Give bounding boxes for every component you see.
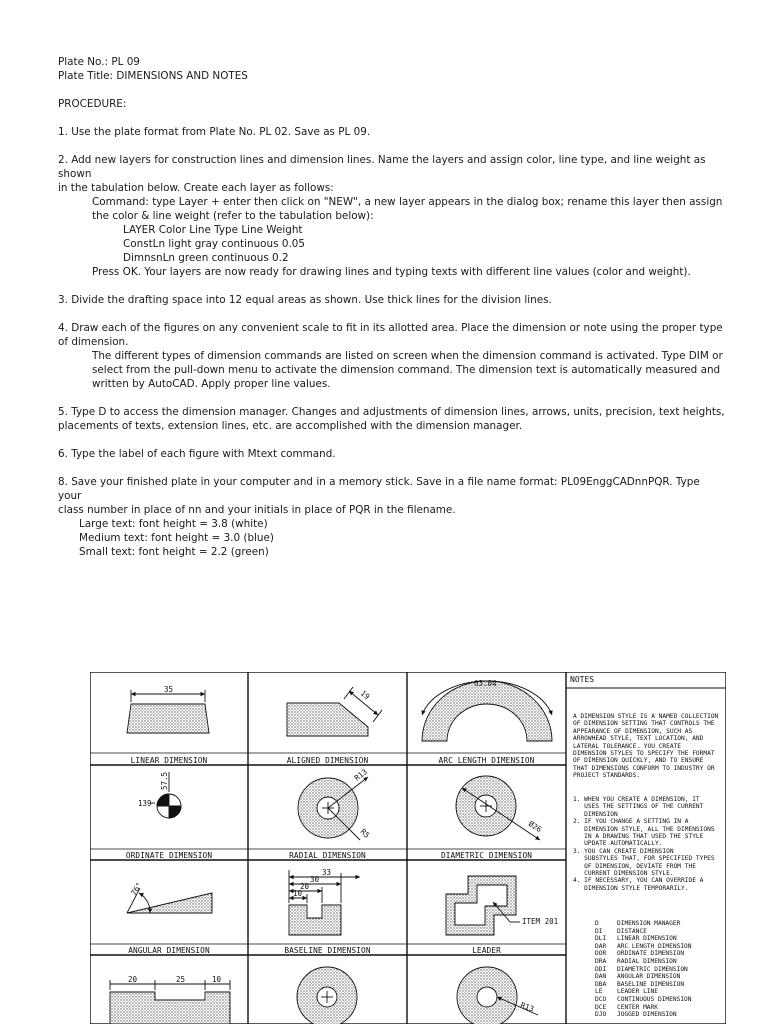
command-code: D: [595, 920, 599, 927]
procedure-heading: PROCEDURE:: [58, 98, 127, 110]
caption-arc-length: ARC LENGTH DIMENSION: [438, 756, 535, 765]
caption-linear: LINEAR DIMENSION: [130, 756, 208, 765]
baseline-dim-33: 33: [322, 868, 332, 877]
command-description: BASELINE DIMENSION: [617, 980, 685, 988]
step-3: 3. Divide the drafting space into 12 equal areas as shown. Use thick lines for the division lines.: [58, 294, 552, 306]
baseline-dim-10: 10: [293, 889, 303, 898]
radial-dim-r13: R13: [352, 767, 369, 783]
command-code: DI: [595, 927, 603, 935]
notes-title: NOTES: [570, 675, 595, 684]
caption-aligned: ALIGNED DIMENSION: [286, 756, 369, 765]
arc-length-figure: [422, 681, 552, 741]
command-description: LINEAR DIMENSION: [617, 935, 677, 943]
command-row: [595, 958, 692, 966]
step-4-line-2: of dimension.: [58, 336, 129, 348]
command-description: DISTANCE: [617, 927, 647, 935]
step-2-command-2: the color & line weight (refer to the tabulation below):: [92, 210, 374, 222]
radial-dim-r5: R5: [358, 827, 372, 840]
plate-number: Plate No.: PL 09: [58, 56, 140, 68]
step-5-line-2: placements of texts, extension lines, etc. are accomplished with the dimension manager.: [58, 420, 523, 432]
command-row: [595, 920, 692, 928]
command-row: [595, 966, 692, 974]
step-4-sub-2: select from the pull-down menu to activate the dimension command. The dimension text is automatically measured and: [92, 364, 721, 376]
angular-dim-76: 76°: [129, 880, 144, 898]
bottom-dim-r13: R13: [519, 1000, 536, 1014]
radial-dimension-figure: [298, 777, 368, 840]
plate-title: Plate Title: DIMENSIONS AND NOTES: [58, 70, 248, 82]
command-row: [595, 981, 692, 989]
caption-leader: LEADER: [472, 946, 501, 955]
command-row: [595, 935, 692, 943]
command-description: LEADER LINE: [617, 988, 658, 996]
diametric-dimension-figure: [456, 776, 540, 840]
command-description: ANGULAR DIMENSION: [617, 973, 681, 981]
caption-baseline: BASELINE DIMENSION: [284, 946, 371, 955]
command-code: DRA: [595, 957, 607, 965]
command-list: [595, 920, 692, 1019]
step-4-sub-1: The different types of dimension commands are listed on screen when the dimension command is activated. Type DIM or: [92, 350, 723, 362]
command-row: [595, 950, 692, 958]
command-description: CENTER MARK: [617, 1003, 658, 1011]
command-description: CONTINUOUS DIMENSION: [617, 995, 692, 1003]
diametric-dim-26: Ø26: [526, 819, 544, 835]
step-2-command-1: Command: type Layer + enter then click on "NEW", a new layer appears in the dialog box; rename this layer then assign: [92, 196, 723, 208]
caption-angular: ANGULAR DIMENSION: [128, 946, 210, 955]
step-8-line-1: 8. Save your finished plate in your computer and in a memory stick. Save in a file name format: PL09EnggCADnnPQR. Type your: [58, 476, 700, 502]
large-text-spec: Large text: font height = 3.8 (white): [79, 518, 268, 530]
command-code: DAR: [595, 942, 607, 950]
command-description: JOGGED DIMENSION: [617, 1011, 677, 1019]
command-code: DCE: [595, 1003, 607, 1011]
command-code: DJO: [595, 1011, 607, 1019]
bottom-middle-figure: [297, 967, 357, 1024]
linear-dim-35: 35: [164, 685, 174, 694]
step-2-line-2: in the tabulation below. Create each layer as follows:: [58, 182, 334, 194]
command-row: [595, 1011, 692, 1019]
command-description: ARC LENGTH DIMENSION: [617, 942, 692, 950]
notes-paragraph-1: A DIMENSION STYLE IS A NAMED COLLECTION OF DIMENSION SETTING THAT CONTROLS THE APPEARANCE OF DIMENSION, SUCH AS ARROWHEAD STYLE, TEXT LOCATION, AND LATERAL TOLERANCE. YOU CREATE DIMENSION STYLES TO SPECIFY THE FORMAT OF DIMENSION QUICKLY, AND TO ENSURE THAT DIMENSIONS CONFORM TO INDUSTRY OR PROJECT STANDARDS.: [573, 713, 719, 780]
command-description: ORDINATE DIMENSION: [617, 950, 685, 958]
command-row: [595, 988, 692, 996]
linear-dimension-figure: [127, 690, 209, 733]
command-row: [595, 943, 692, 951]
command-description: DIMENSION MANAGER: [617, 920, 681, 927]
ordinate-dim-575: 57.5: [160, 771, 169, 790]
step-6: 6. Type the label of each figure with Mtext command.: [58, 448, 336, 460]
caption-diametric: DIAMETRIC DIMENSION: [440, 851, 533, 860]
baseline-dim-20: 20: [300, 882, 310, 891]
command-row: [595, 996, 692, 1004]
step-2-line-1: 2. Add new layers for construction lines and dimension lines. Name the layers and assign color, line type, and line weight as shown: [58, 154, 706, 180]
leader-figure: [446, 876, 520, 935]
layer-table-header: LAYER Color Line Type Line Weight: [123, 224, 303, 236]
aligned-dim-19: 19: [358, 688, 372, 702]
ordinate-dim-139: 139: [138, 799, 152, 808]
command-code: DAN: [595, 973, 607, 981]
step-1: 1. Use the plate format from Plate No. PL 02. Save as PL 09.: [58, 126, 371, 138]
layer-table-row-1: ConstLn light gray continuous 0.05: [123, 238, 305, 250]
command-code: DDI: [595, 965, 607, 973]
bottom-dim-10: 10: [212, 975, 222, 984]
step-5-line-1: 5. Type D to access the dimension manager. Changes and adjustments of dimension lines, arrows, units, precision, text heights,: [58, 406, 725, 418]
command-code: DLI: [595, 935, 607, 943]
bottom-left-figure: [110, 980, 230, 1024]
command-code: LE: [595, 988, 603, 996]
medium-text-spec: Medium text: font height = 3.0 (blue): [79, 532, 274, 544]
step-4-sub-3: written by AutoCAD. Apply proper line values.: [92, 378, 331, 390]
step-2-ok: Press OK. Your layers are now ready for drawing lines and typing texts with different line values (color and weight).: [92, 266, 691, 278]
baseline-dimension-figure: [289, 870, 360, 935]
step-4-line-1: 4. Draw each of the figures on any convenient scale to fit in its allotted area. Place the dimension or note using the proper type: [58, 322, 723, 334]
arc-dim-6304: 63.04: [474, 679, 497, 688]
bottom-dim-20: 20: [128, 975, 138, 984]
command-description: DIAMETRIC DIMENSION: [617, 965, 688, 973]
step-8-line-2: class number in place of nn and your initials in place of PQR in the filename.: [58, 504, 456, 516]
notes-paragraph-2: 1. WHEN YOU CREATE A DIMENSION, IT USES THE SETTINGS OF THE CURRENT DIMENSION 2. IF YOU CHANGE A SETTING IN A DIMENSION STYLE, ALL THE DIMENSIONS IN A DRAWING THAT USED THE STYLE UPDATE AUTOMATICALLY. 3. YOU CAN CREATE DIMENSION SUBSTYLES THAT, FOR SPECIFIED TYPES OF DIMENSION, DEVIATE FROM THE CURRENT DIMENSION STYLE. 4. IF NECESSARY, YOU CAN OVERRIDE A DIMENSION STYLE TEMPORARILY.: [573, 796, 715, 892]
command-row: [595, 1004, 692, 1012]
caption-radial: RADIAL DIMENSION: [289, 851, 366, 860]
command-code: DCO: [595, 995, 607, 1003]
command-row: [595, 973, 692, 981]
baseline-dim-30: 30: [310, 875, 320, 884]
bottom-right-figure: [457, 967, 538, 1024]
command-code: DOR: [595, 950, 607, 958]
bottom-dim-25: 25: [176, 975, 186, 984]
command-description: RADIAL DIMENSION: [617, 957, 677, 965]
leader-item-label: ITEM 201: [522, 917, 559, 926]
document-body: [58, 55, 726, 559]
command-row: [595, 928, 692, 936]
command-code: DBA: [595, 980, 607, 988]
caption-ordinate: ORDINATE DIMENSION: [125, 851, 213, 860]
small-text-spec: Small text: font height = 2.2 (green): [79, 546, 269, 558]
layer-table-row-2: DimnsnLn green continuous 0.2: [123, 252, 289, 264]
